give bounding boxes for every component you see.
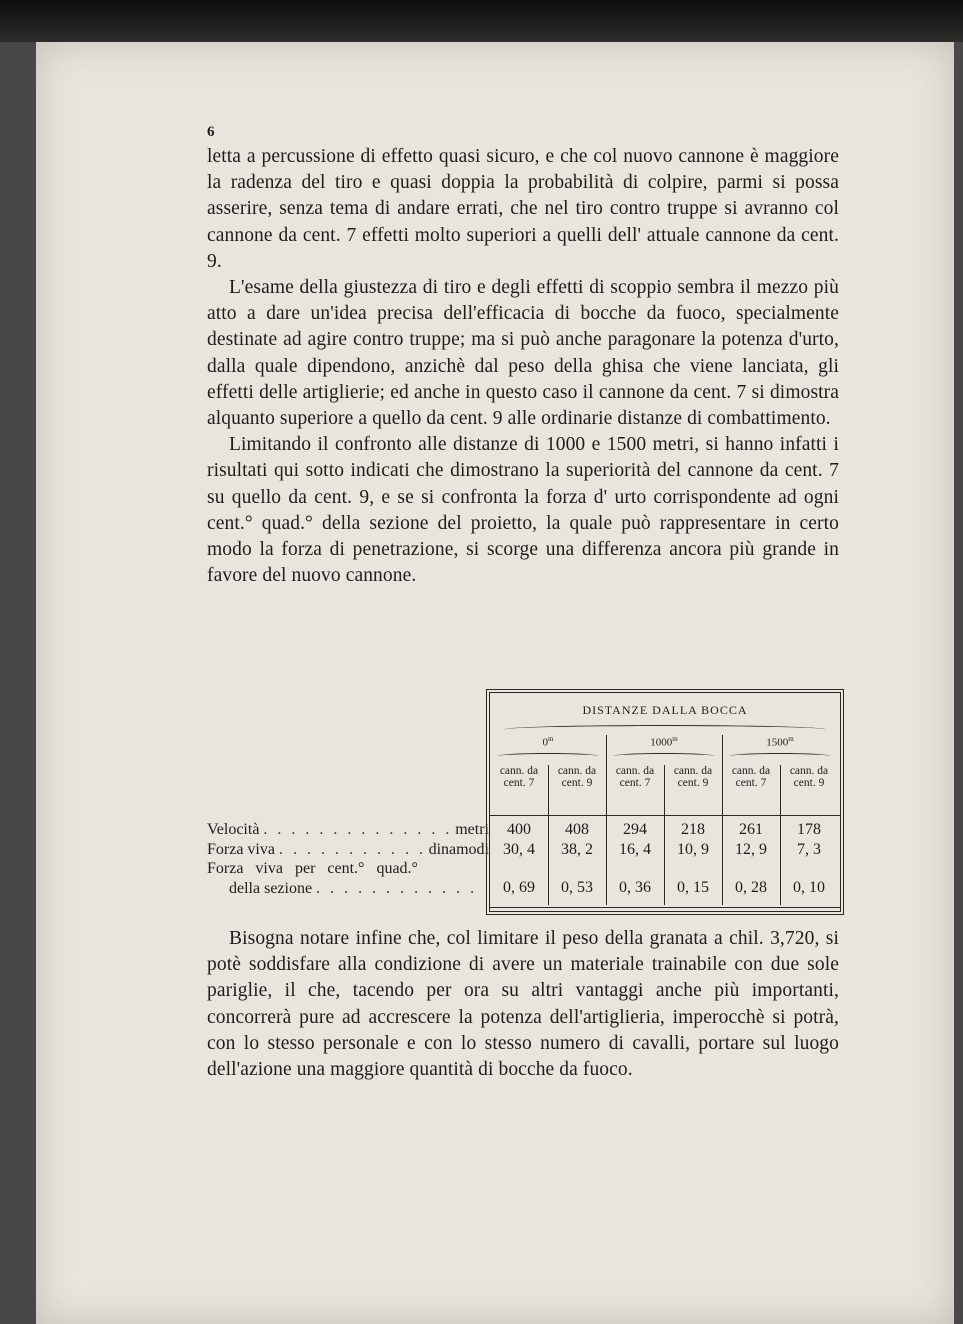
- row-label-text: Velocità: [207, 821, 260, 838]
- table-cell: 0, 69: [503, 879, 535, 896]
- table-title: DISTANZE DALLA BOCCA: [582, 703, 748, 717]
- paragraph: Limitando il confronto alle distanze di 1000 e 1500 metri, si hanno infatti i risultati qui sotto indicati che dimostrano la superiorità del cannone da cent. 7 su quello da cent. 9, e se si confronta la forza d' urto corrispondente ad ogni cent.° quad.° della sezione del proietto, la quale può rappresentare in certo modo la forza di penetrazione, si scorge una differenza ancora più grande in favore del nuovo cannone.: [207, 434, 839, 587]
- distance-header: 0$^m$: [542, 735, 554, 749]
- table-cell: 218: [681, 821, 705, 838]
- column-header: cann. da cent. 9: [673, 765, 713, 789]
- column-header: cann. da cent. 7: [731, 765, 771, 789]
- table-cell: 16, 4: [619, 841, 651, 858]
- table-cell: 7, 3: [797, 841, 821, 858]
- column-header: cann. da cent. 7: [615, 765, 655, 789]
- table-cell: 178: [797, 821, 821, 838]
- paragraph: letta a percussione di effetto quasi sicuro, e che col nuovo cannone è maggiore la radenza del tiro e quasi doppia la probabilità di colpire, parmi si possa asserire, senza tema di andare errati, che nel tiro contro truppe si avranno col cannone da cent. 7 effetti molto superiori a quelli dell' attuale cannone da cent. 9.: [207, 146, 839, 272]
- row-label-text: della sezione: [229, 879, 313, 897]
- column-header: cann. da cent. 7: [499, 765, 539, 789]
- body-text-top: [207, 144, 839, 589]
- table-cell: 261: [739, 821, 763, 838]
- table-cell: 12, 9: [735, 841, 767, 858]
- table-cell: 0, 53: [561, 879, 593, 896]
- row-label-velocita: [207, 820, 489, 840]
- row-label-forza-viva-sezione: [207, 859, 489, 879]
- table-cell: 0, 28: [735, 879, 767, 896]
- row-unit: metri: [455, 821, 489, 838]
- page-number: 6: [207, 124, 215, 140]
- row-unit: dinamodi: [428, 840, 489, 858]
- row-label-forza-viva: [207, 840, 489, 860]
- table-cell: 294: [623, 821, 647, 838]
- column-header: cann. da cent. 9: [789, 765, 829, 789]
- distance-header: 1500$^m$: [766, 735, 794, 749]
- paragraph: Bisogna notare infine che, col limitare il peso della granata a chil. 3,720, si potè soddisfare alla condizione di avere un materiale trainabile con due sole pariglie, il che, tacendo per ora su altri vantaggi anche più importanti, concorrerà pure ad accrescere la potenza dell'artiglieria, imperocchè si potrà, con lo stesso personale e con lo stesso numero di cavalli, portare sul luogo dell'azione una maggiore quantità di bocche da fuoco.: [207, 928, 839, 1081]
- table-cell: 0, 15: [677, 879, 709, 896]
- body-text-bottom: [207, 926, 839, 1083]
- table-cell: 38, 2: [561, 841, 593, 858]
- paragraph: L'esame della giustezza di tiro e degli effetti di scoppio sembra il mezzo più atto a dare un'idea precisa dell'efficacia di bocche da fuoco, specialmente destinate ad agire contro truppe; ma si può anche paragonare la potenza d'urto, dalla quale dipendono, anzichè dal peso della ghisa che viene lanciata, gli effetti delle artiglierie; ed anche in questo caso il cannone da cent. 7 si dimostra alquanto superiore a quello da cent. 9 alle ordinarie distanze di combattimento.: [207, 277, 839, 430]
- column-header: cann. da cent. 9: [557, 765, 597, 789]
- table-cell: 400: [507, 821, 531, 838]
- table-cell: 10, 9: [677, 841, 709, 858]
- scan-edge: [0, 0, 963, 42]
- table-cell: 0, 10: [793, 879, 825, 896]
- row-label-sezione: [207, 879, 489, 899]
- brace: [504, 725, 826, 734]
- table-cell: 408: [565, 821, 589, 838]
- distance-header: 1000$^m$: [650, 735, 678, 749]
- table-cell: 0, 36: [619, 879, 651, 896]
- row-label-text: Forza viva per cent.° quad.°: [207, 860, 418, 877]
- table-divider: [490, 815, 840, 816]
- data-table: [489, 692, 841, 912]
- row-label-text: Forza viva: [207, 840, 275, 858]
- table-cell: 30, 4: [503, 841, 535, 858]
- table-row-labels: [207, 820, 489, 898]
